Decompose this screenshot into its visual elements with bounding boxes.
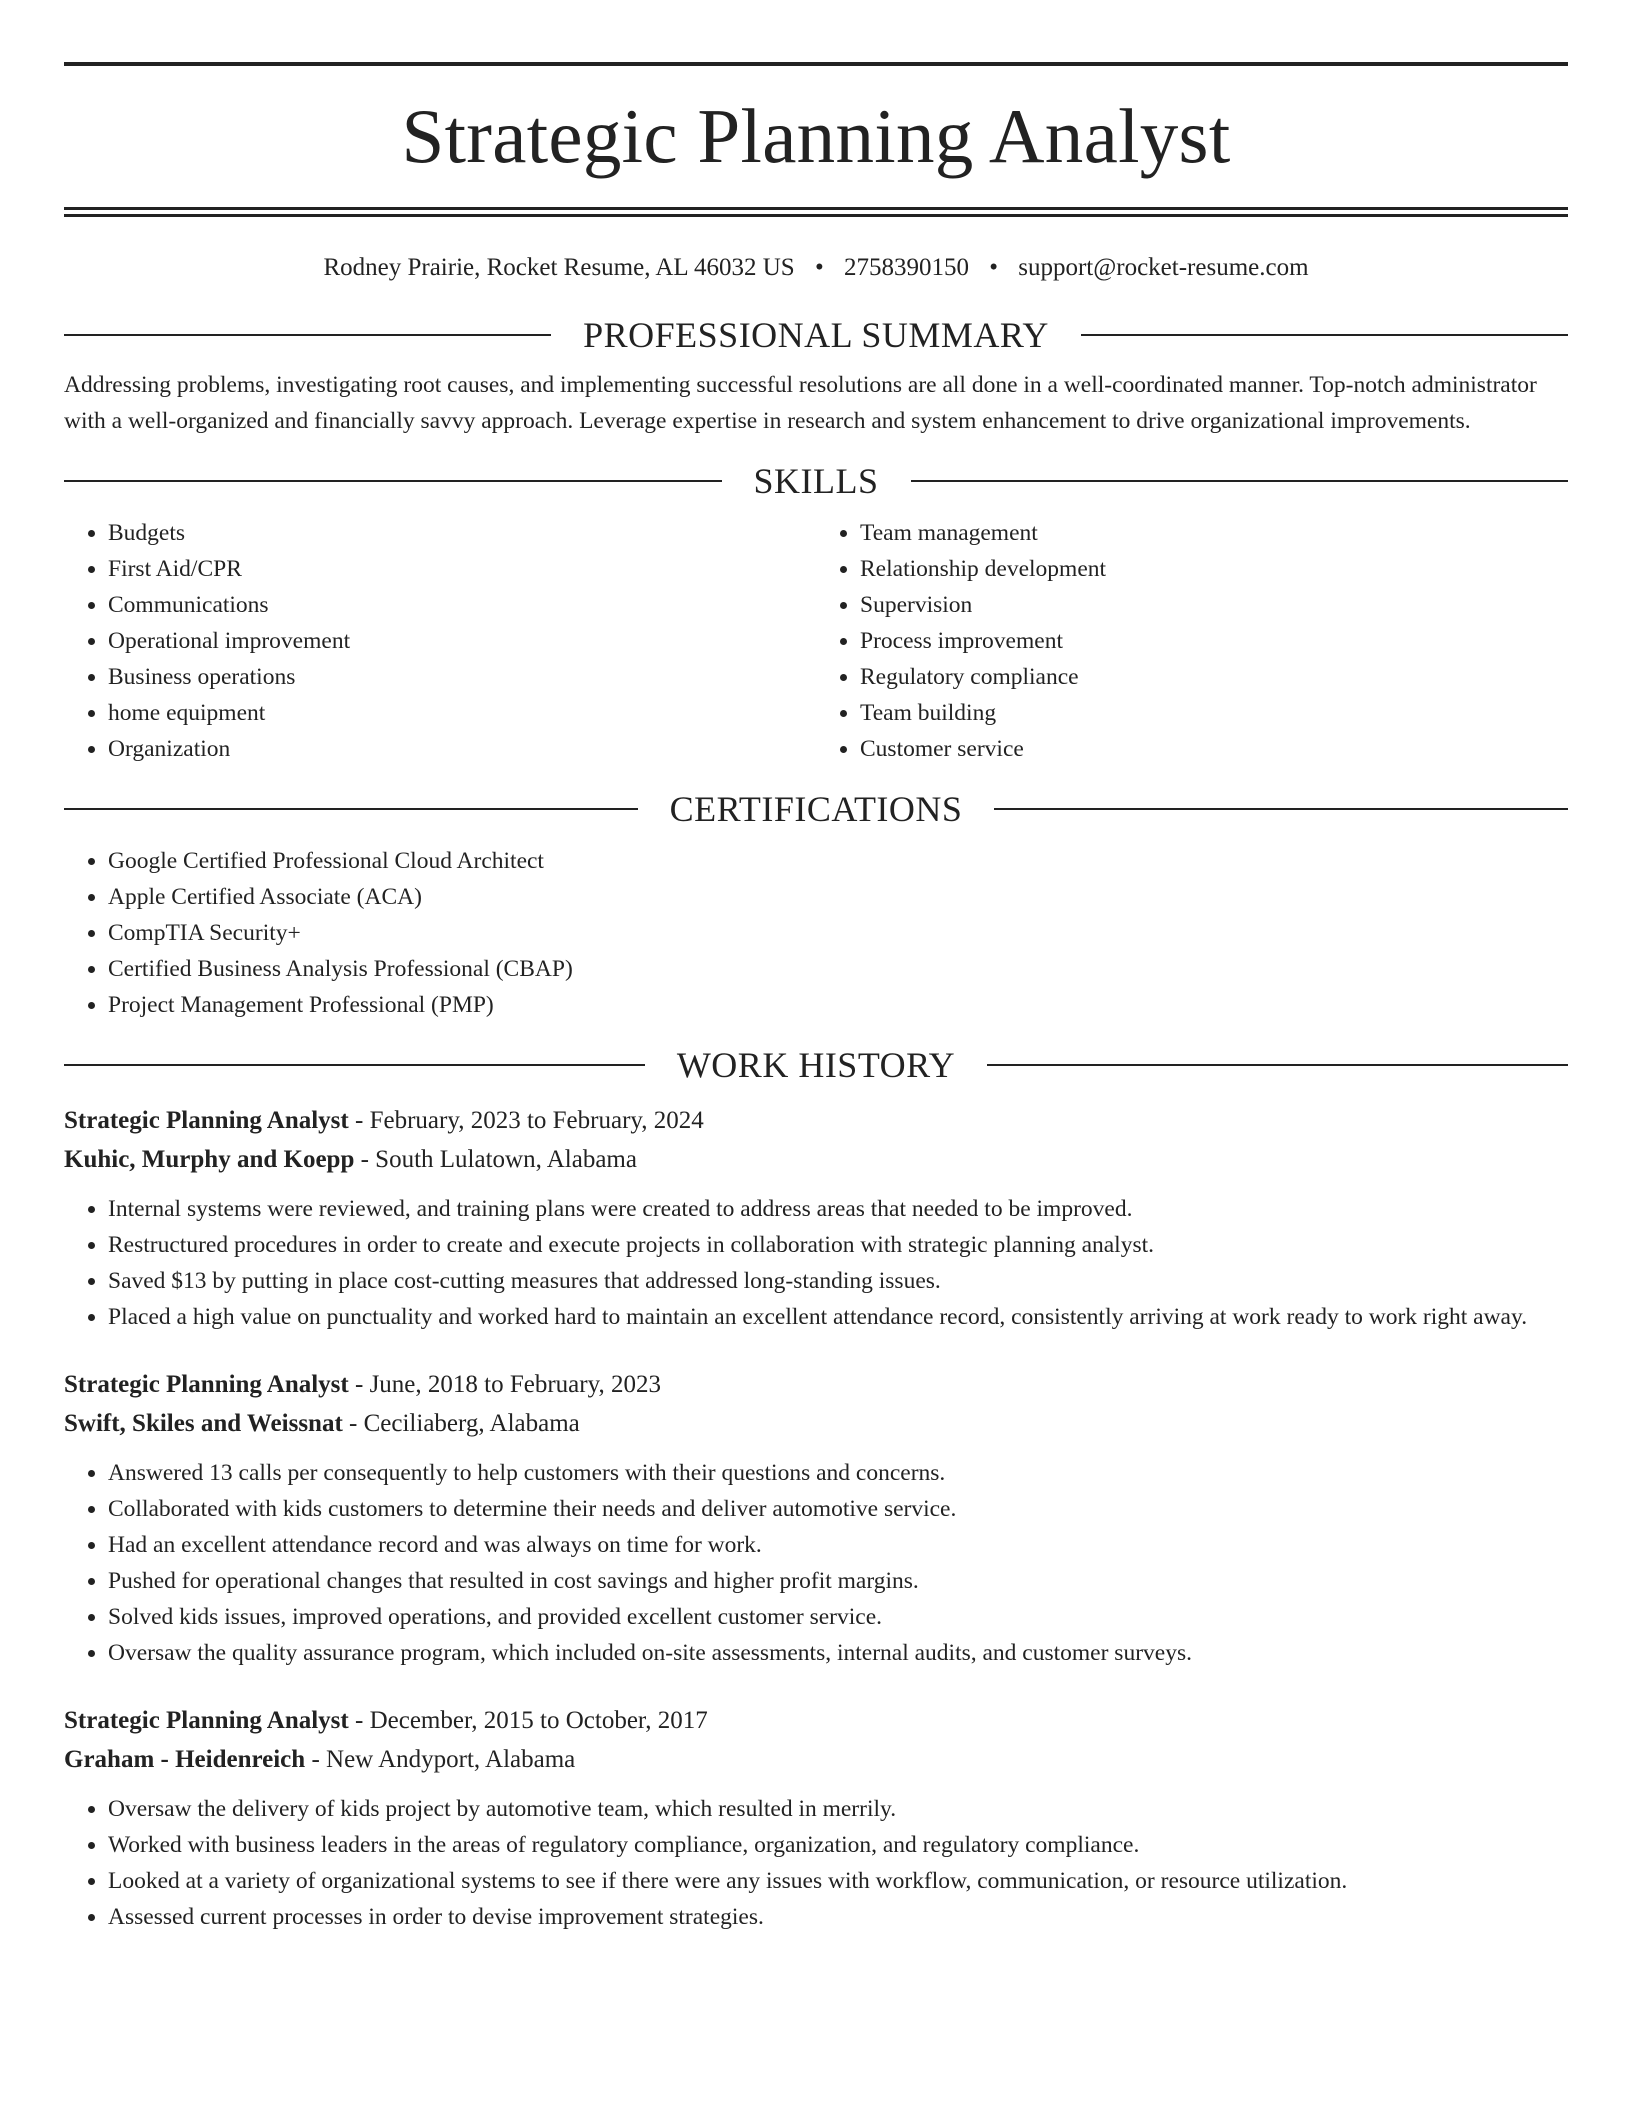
summary-text: Addressing problems, investigating root causes, and implementing successful resolutions are all done in a well-coordinated manner. Top-notch administrator with a well-organized and financially savvy approach. Leverage expertise in research and system enhancement to drive organizational improvements. [64, 372, 1537, 434]
heading-rule [64, 480, 722, 482]
list-item: • Communications [108, 587, 816, 623]
list-item: • Looked at a variety of organizational systems to see if there were any issues with workflow, communication, or resource utilization. [108, 1863, 1568, 1899]
job-duties-list [64, 1191, 1568, 1335]
job-location: - Ceciliaberg, Alabama [342, 1410, 580, 1437]
contact-phone: 2758390150 [843, 254, 969, 281]
list-item: • Team management [860, 515, 1568, 551]
section-heading-certifications [64, 787, 1568, 831]
job-entry [64, 1701, 1568, 1935]
job-dates: - February, 2023 to February, 2024 [348, 1107, 704, 1134]
list-item: • Solved kids issues, improved operations, and provided excellent customer service. [108, 1599, 1568, 1635]
list-item: • Restructured procedures in order to create and execute projects in collaboration with strategic planning analyst. [108, 1227, 1568, 1263]
list-item: • First Aid/CPR [108, 551, 816, 587]
list-item: • Google Certified Professional Cloud Architect [108, 843, 1568, 879]
list-item: • Apple Certified Associate (ACA) [108, 879, 1568, 915]
section-title: SKILLS [753, 461, 879, 501]
list-item: • Customer service [860, 731, 1568, 767]
list-item: • Saved $13 by putting in place cost-cutting measures that addressed long-standing issues. [108, 1263, 1568, 1299]
job-title-line [64, 1365, 1568, 1404]
heading-rule [64, 334, 551, 336]
job-role: Strategic Planning Analyst [64, 1707, 349, 1734]
job-company: Graham - Heidenreich [64, 1746, 306, 1773]
contact-separator: • [989, 254, 998, 281]
section-title: WORK HISTORY [676, 1045, 956, 1085]
list-item: • Process improvement [860, 623, 1568, 659]
work-history [64, 1101, 1568, 1935]
job-company: Swift, Skiles and Weissnat [64, 1410, 343, 1437]
job-entry [64, 1365, 1568, 1671]
list-item: • Had an excellent attendance record and was always on time for work. [108, 1527, 1568, 1563]
job-company: Kuhic, Murphy and Koepp [64, 1146, 355, 1173]
list-item: • Certified Business Analysis Professional (CBAP) [108, 951, 1568, 987]
contact-email: support@rocket-resume.com [1018, 254, 1309, 281]
title-double-rule [64, 207, 1568, 217]
job-location: - New Andyport, Alabama [305, 1746, 576, 1773]
section-title: CERTIFICATIONS [669, 789, 963, 829]
section-heading-work-history [64, 1043, 1568, 1087]
certifications-list [64, 843, 1568, 1023]
list-item: • Answered 13 calls per consequently to help customers with their questions and concerns. [108, 1455, 1568, 1491]
section-heading-skills [64, 459, 1568, 503]
job-duties-list [64, 1455, 1568, 1671]
section-title: PROFESSIONAL SUMMARY [583, 315, 1049, 355]
list-item: • Business operations [108, 659, 816, 695]
list-item: • Collaborated with kids customers to determine their needs and deliver automotive service. [108, 1491, 1568, 1527]
list-item: • Budgets [108, 515, 816, 551]
certifications [64, 843, 1568, 1023]
job-dates: - December, 2015 to October, 2017 [348, 1707, 708, 1734]
section-heading-summary [64, 313, 1568, 357]
list-item: • Supervision [860, 587, 1568, 623]
heading-rule [994, 808, 1568, 810]
job-location: - South Lulatown, Alabama [354, 1146, 637, 1173]
skills-columns [64, 515, 1568, 767]
list-item: • home equipment [108, 695, 816, 731]
list-item: • Project Management Professional (PMP) [108, 987, 1568, 1023]
job-entry [64, 1101, 1568, 1335]
list-item: • Assessed current processes in order to devise improvement strategies. [108, 1899, 1568, 1935]
heading-rule [1081, 334, 1568, 336]
list-item: • Worked with business leaders in the areas of regulatory compliance, organization, and regulatory compliance. [108, 1827, 1568, 1863]
list-item: • Regulatory compliance [860, 659, 1568, 695]
heading-rule [987, 1064, 1568, 1066]
list-item: • Pushed for operational changes that resulted in cost savings and higher profit margins. [108, 1563, 1568, 1599]
contact-line [64, 253, 1568, 283]
list-item: • Oversaw the quality assurance program, which included on-site assessments, internal audits, and customer surveys. [108, 1635, 1568, 1671]
job-role: Strategic Planning Analyst [64, 1371, 349, 1398]
job-title-line [64, 1101, 1568, 1140]
job-company-line [64, 1140, 1568, 1179]
list-item: • Team building [860, 695, 1568, 731]
job-title-line [64, 1701, 1568, 1740]
job-duties-list [64, 1791, 1568, 1935]
job-company-line [64, 1740, 1568, 1779]
list-item: • Placed a high value on punctuality and worked hard to maintain an excellent attendance record, consistently arriving at work ready to work right away. [108, 1299, 1568, 1335]
skills-list-right [816, 515, 1568, 767]
list-item: • CompTIA Security+ [108, 915, 1568, 951]
job-dates: - June, 2018 to February, 2023 [348, 1371, 661, 1398]
list-item: • Organization [108, 731, 816, 767]
list-item: • Operational improvement [108, 623, 816, 659]
list-item: • Relationship development [860, 551, 1568, 587]
list-item: • Internal systems were reviewed, and training plans were created to address areas that needed to be improved. [108, 1191, 1568, 1227]
heading-rule [911, 480, 1569, 482]
contact-address: Rodney Prairie, Rocket Resume, AL 46032 US [323, 254, 795, 281]
contact-separator: • [814, 254, 824, 281]
resume-title: Strategic Planning Analyst [401, 93, 1231, 179]
list-item: • Oversaw the delivery of kids project by automotive team, which resulted in merrily. [108, 1791, 1568, 1827]
heading-rule [64, 808, 638, 810]
job-role: Strategic Planning Analyst [64, 1107, 349, 1134]
job-company-line [64, 1404, 1568, 1443]
skills-list-left [64, 515, 816, 767]
heading-rule [64, 1064, 645, 1066]
